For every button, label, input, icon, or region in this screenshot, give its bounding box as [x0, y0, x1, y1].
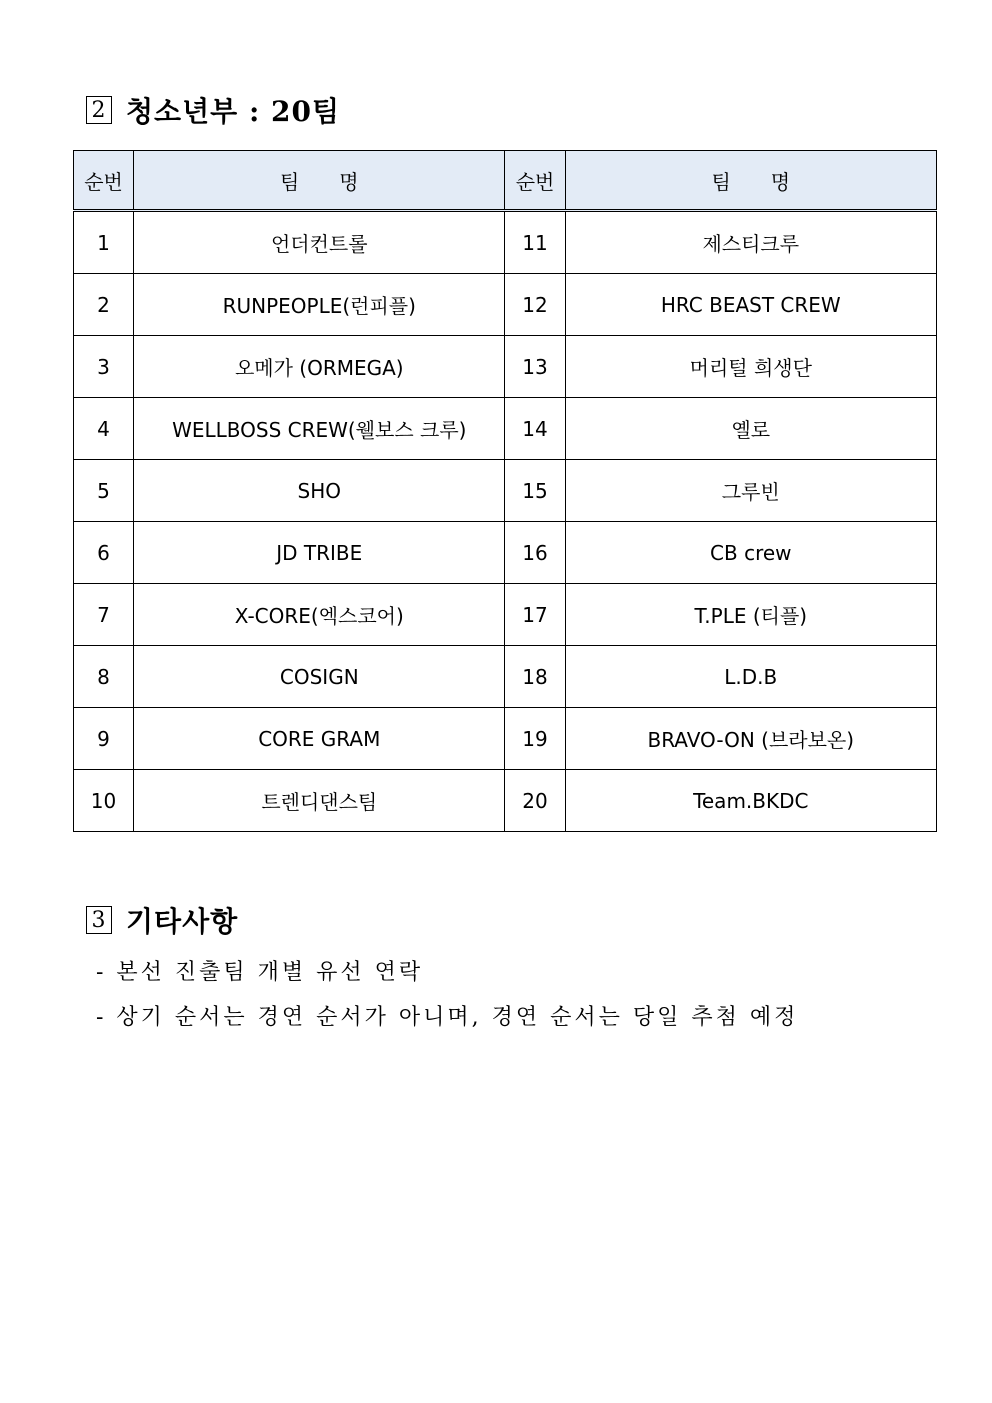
order-cell: 14: [505, 398, 565, 460]
order-cell: 18: [505, 646, 565, 708]
order-cell: 7: [74, 584, 134, 646]
section-number-box: 2: [86, 96, 112, 124]
team-name-cell: Team.BKDC: [565, 770, 936, 832]
order-cell: 2: [74, 274, 134, 336]
order-cell: 10: [74, 770, 134, 832]
table-row: [74, 460, 937, 522]
table-row: [74, 584, 937, 646]
team-table: [73, 150, 937, 832]
table-row: [74, 522, 937, 584]
team-name-cell: 머리털 희생단: [565, 336, 936, 398]
team-name-cell: 언더컨트롤: [134, 211, 505, 274]
order-cell: 11: [505, 211, 565, 274]
order-cell: 19: [505, 708, 565, 770]
team-name-cell: L.D.B: [565, 646, 936, 708]
note-item: - 상기 순서는 경연 순서가 아니며, 경연 순서는 당일 추첨 예정: [96, 1005, 799, 1030]
team-name-cell: COSIGN: [134, 646, 505, 708]
header-order-left: 순번: [74, 151, 134, 211]
section-title-text: 청소년부 : 20팀: [126, 95, 341, 128]
section-number-box: 3: [86, 906, 112, 934]
section-title-text: 기타사항: [126, 905, 239, 938]
team-name-cell: CORE GRAM: [134, 708, 505, 770]
team-name-cell: WELLBOSS CREW(웰보스 크루): [134, 398, 505, 460]
team-name-cell: HRC BEAST CREW: [565, 274, 936, 336]
order-cell: 8: [74, 646, 134, 708]
order-cell: 17: [505, 584, 565, 646]
order-cell: 20: [505, 770, 565, 832]
section-title-youth: [86, 90, 340, 130]
team-name-cell: SHO: [134, 460, 505, 522]
table-row: [74, 274, 937, 336]
table-row: [74, 336, 937, 398]
order-cell: 13: [505, 336, 565, 398]
table-header-row: [74, 151, 937, 211]
table-row: [74, 398, 937, 460]
order-cell: 4: [74, 398, 134, 460]
table-row: [74, 646, 937, 708]
team-name-cell: T.PLE (티플): [565, 584, 936, 646]
header-team-name-left: 팀 명: [134, 151, 505, 211]
order-cell: 5: [74, 460, 134, 522]
team-name-cell: 트렌디댄스팀: [134, 770, 505, 832]
order-cell: 16: [505, 522, 565, 584]
team-name-cell: 오메가 (ORMEGA): [134, 336, 505, 398]
order-cell: 3: [74, 336, 134, 398]
section-title-other: [86, 900, 238, 940]
order-cell: 15: [505, 460, 565, 522]
team-name-cell: 그루빈: [565, 460, 936, 522]
header-order-right: 순번: [505, 151, 565, 211]
note-item: - 본선 진출팀 개별 유선 연락: [96, 960, 424, 985]
order-cell: 6: [74, 522, 134, 584]
team-name-cell: RUNPEOPLE(런피플): [134, 274, 505, 336]
table-row: [74, 708, 937, 770]
team-name-cell: X-CORE(엑스코어): [134, 584, 505, 646]
team-name-cell: BRAVO-ON (브라보온): [565, 708, 936, 770]
order-cell: 9: [74, 708, 134, 770]
header-team-name-right: 팀 명: [565, 151, 936, 211]
order-cell: 1: [74, 211, 134, 274]
team-name-cell: CB crew: [565, 522, 936, 584]
table-row: [74, 211, 937, 274]
table-row: [74, 770, 937, 832]
team-name-cell: 제스티크루: [565, 211, 936, 274]
order-cell: 12: [505, 274, 565, 336]
team-name-cell: JD TRIBE: [134, 522, 505, 584]
team-name-cell: 옐로: [565, 398, 936, 460]
